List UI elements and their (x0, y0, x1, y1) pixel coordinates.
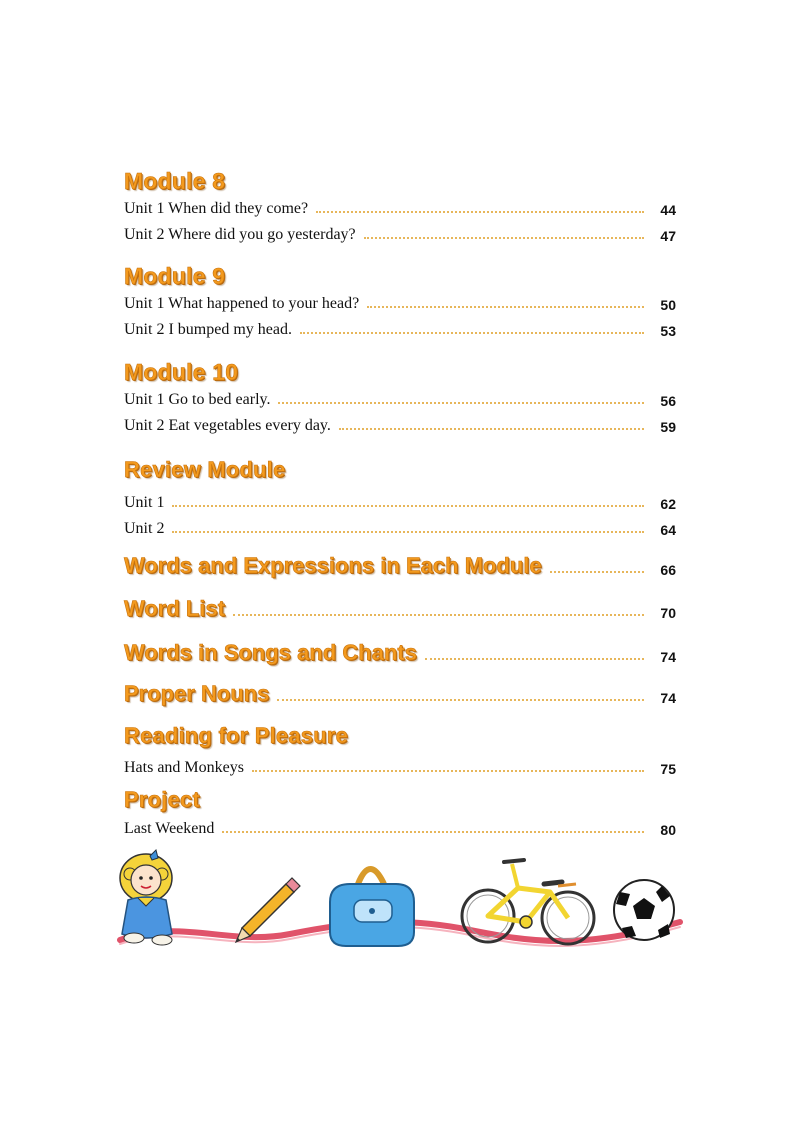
module-8-heading: Module 8 (124, 168, 226, 194)
dot-leader (233, 614, 644, 616)
soccer-ball-icon (614, 880, 674, 940)
dot-leader (252, 770, 644, 772)
bag-icon (330, 869, 414, 946)
page-number: 66 (660, 562, 676, 578)
dot-leader (364, 237, 644, 239)
entry-label: Unit 1 What happened to your head? (124, 295, 360, 312)
entry-label: Proper Nouns (124, 681, 270, 706)
dot-leader (278, 402, 644, 404)
toc-entry-songs-chants[interactable] (124, 638, 676, 666)
decoration-strip (110, 838, 690, 958)
project-heading: Project (124, 787, 200, 812)
toc-entry[interactable] (124, 197, 676, 219)
page-number: 53 (660, 323, 676, 339)
entry-label: Last Weekend (124, 820, 215, 837)
toc-entry[interactable] (124, 223, 676, 245)
page-number: 64 (660, 522, 676, 538)
page-number: 44 (660, 202, 676, 218)
page-number: 56 (660, 393, 676, 409)
dot-leader (222, 831, 644, 833)
dot-leader (550, 571, 644, 573)
toc-entry[interactable] (124, 817, 676, 839)
page-number: 59 (660, 419, 676, 435)
toc-entry[interactable] (124, 318, 676, 340)
entry-label: Unit 1 Go to bed early. (124, 391, 271, 408)
page-number: 74 (660, 690, 676, 706)
entry-label: Words in Songs and Chants (124, 640, 417, 665)
toc-entry[interactable] (124, 292, 676, 314)
page-number: 70 (660, 605, 676, 621)
page-number: 80 (660, 822, 676, 838)
entry-label: Unit 1 (124, 494, 165, 511)
dot-leader (339, 428, 644, 430)
toc-entry[interactable] (124, 414, 676, 436)
dot-leader (172, 531, 644, 533)
dot-leader (277, 699, 644, 701)
toc-entry[interactable] (124, 517, 676, 539)
entry-label: Hats and Monkeys (124, 759, 244, 776)
page-number: 47 (660, 228, 676, 244)
dot-leader (300, 332, 644, 334)
toc-entry-words-expressions[interactable] (124, 551, 676, 579)
toc-entry[interactable] (124, 388, 676, 410)
entry-label: Words and Expressions in Each Module (124, 553, 542, 578)
entry-label: Unit 2 I bumped my head. (124, 321, 292, 338)
review-module-heading: Review Module (124, 457, 286, 482)
page-number: 62 (660, 496, 676, 512)
dot-leader (172, 505, 644, 507)
toc-entry-proper-nouns[interactable] (124, 679, 676, 707)
page-number: 74 (660, 649, 676, 665)
module-10-heading: Module 10 (124, 359, 239, 385)
entry-label: Unit 1 When did they come? (124, 200, 309, 217)
entry-label: Unit 2 Where did you go yesterday? (124, 226, 356, 243)
doll-icon (120, 850, 172, 945)
page-number: 50 (660, 297, 676, 313)
toc-entry[interactable] (124, 756, 676, 778)
toc-entry[interactable] (124, 491, 676, 513)
entry-label: Unit 2 (124, 520, 165, 537)
toc-entry-word-list[interactable] (124, 594, 676, 622)
page-number: 75 (660, 761, 676, 777)
dot-leader (425, 658, 644, 660)
entry-label: Unit 2 Eat vegetables every day. (124, 417, 331, 434)
entry-label: Word List (124, 596, 226, 621)
dot-leader (367, 306, 644, 308)
dot-leader (316, 211, 644, 213)
module-9-heading: Module 9 (124, 263, 226, 289)
reading-heading: Reading for Pleasure (124, 723, 349, 748)
